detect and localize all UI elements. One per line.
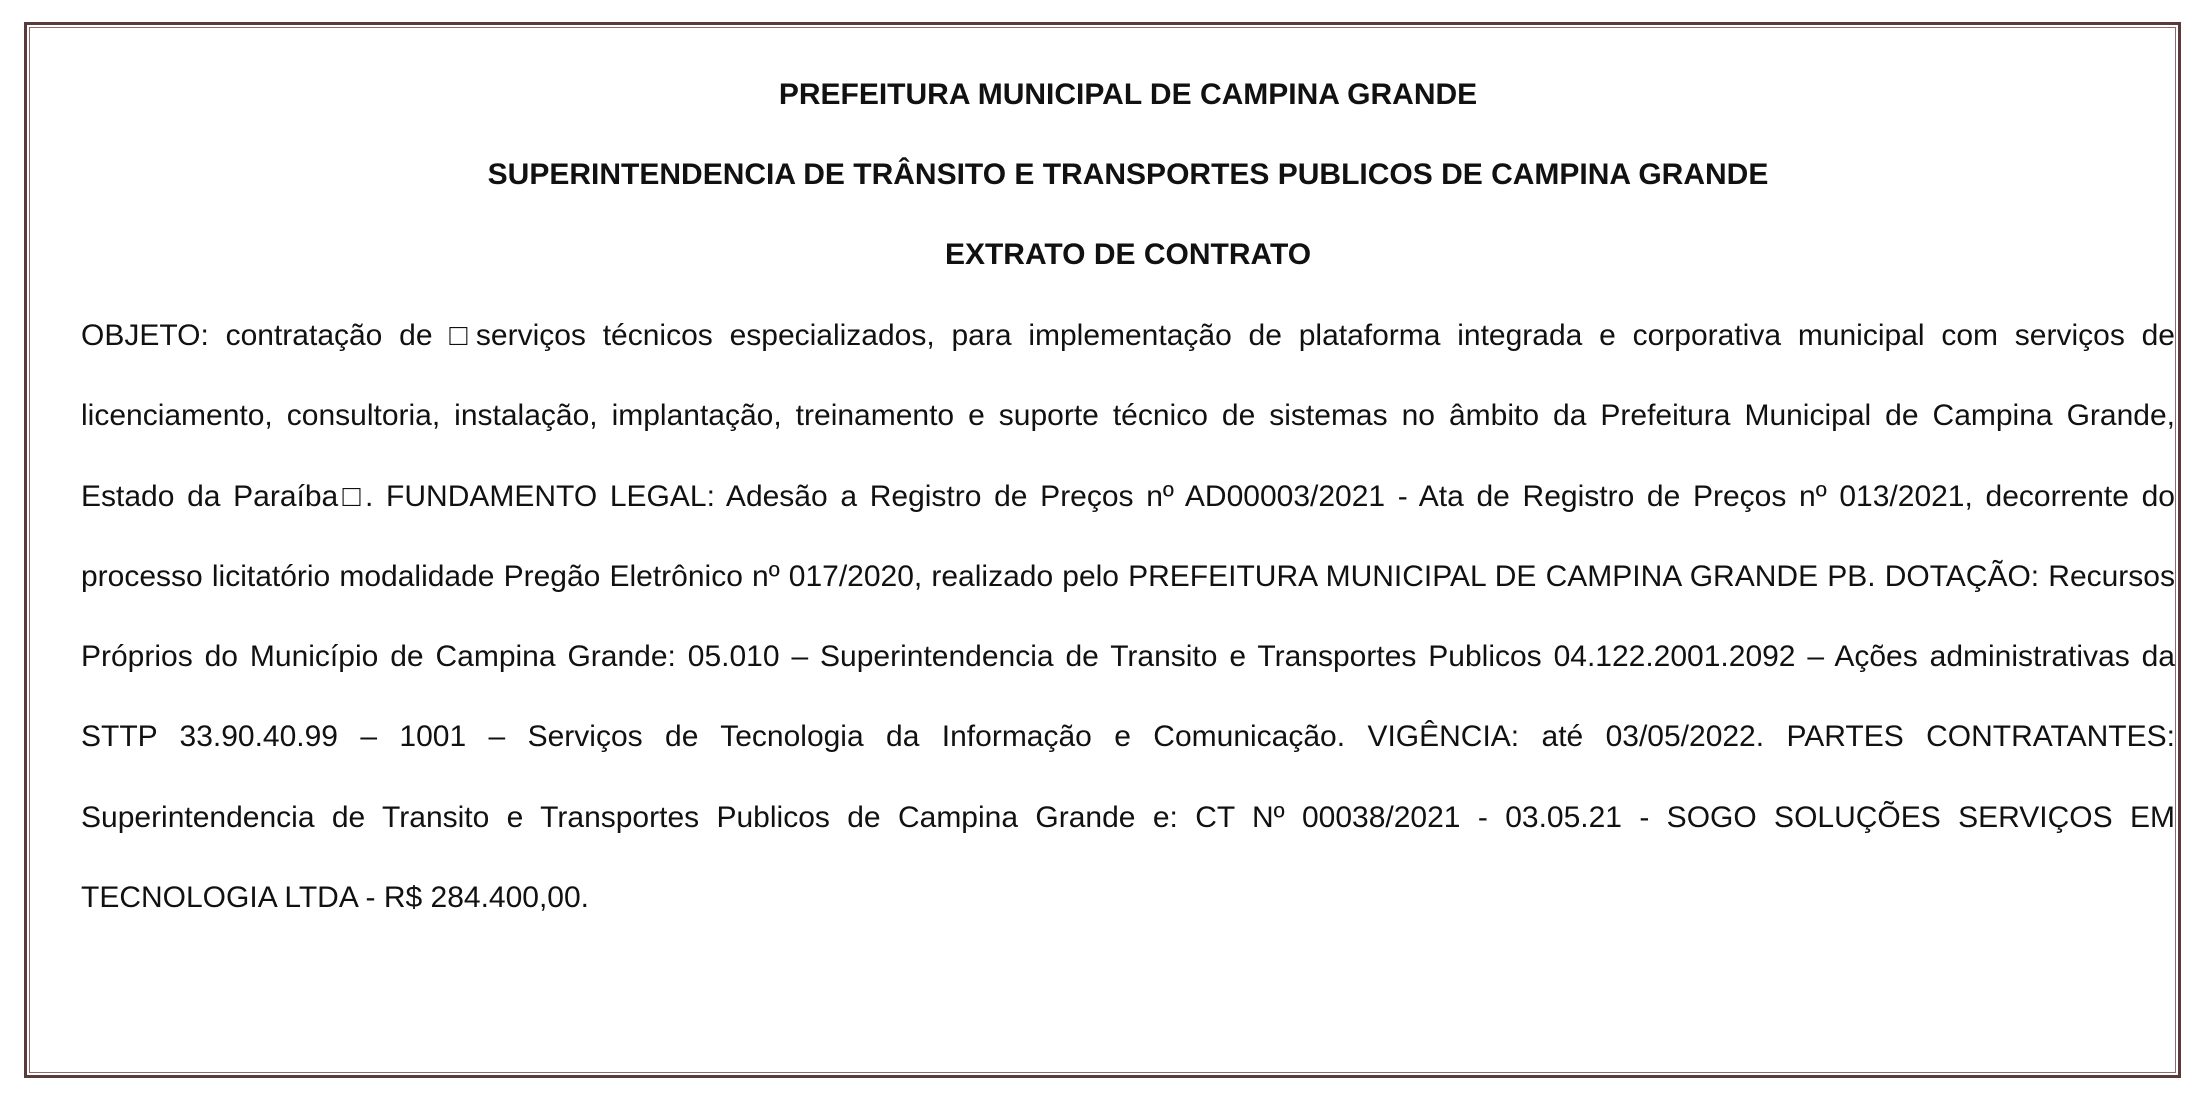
heading-extrato: EXTRATO DE CONTRATO — [944, 238, 1312, 271]
heading-prefeitura: PREFEITURA MUNICIPAL DE CAMPINA GRANDE — [778, 78, 1478, 111]
document-content — [81, 75, 2175, 938]
contract-extract-body: OBJETO: contratação de □serviços técnicos especializados, para implementação de plataforma integrada e corporativa municipal com serviços de licenciamento, consultoria, instalação, implantação, treinamento e suporte técnico de sistemas no âmbito da Prefeitura Municipal de Campina Grande, Estado da Paraíba□. FUNDAMENTO LEGAL: Adesão a Registro de Preços nº AD00003/2021 - Ata de Registro de Preços nº 013/2021, decorrente do processo licitatório modalidade Pregão Eletrônico nº 017/2020, realizado pelo PREFEITURA MUNICIPAL DE CAMPINA GRANDE PB. DOTAÇÃO: Recursos Próprios do Município de Campina Grande: 05.010 – Superintendencia de Transito e Transportes Publicos 04.122.2001.2092 – Ações administrativas da STTP 33.90.40.99 – 1001 – Serviços de Tecnologia da Informação e Comunicação. VIGÊNCIA: até 03/05/2022. PARTES CONTRATANTES: Superintendencia de Transito e Transportes Publicos de Campina Grande e: CT Nº 00038/2021 - 03.05.21 - SOGO SOLUÇÕES SERVIÇOS EM TECNOLOGIA LTDA - R$ 284.400,00. — [81, 319, 2175, 915]
document-frame — [24, 22, 2181, 1078]
heading-superintendencia: SUPERINTENDENCIA DE TRÂNSITO E TRANSPORTES PUBLICOS DE CAMPINA GRANDE — [487, 158, 1769, 191]
